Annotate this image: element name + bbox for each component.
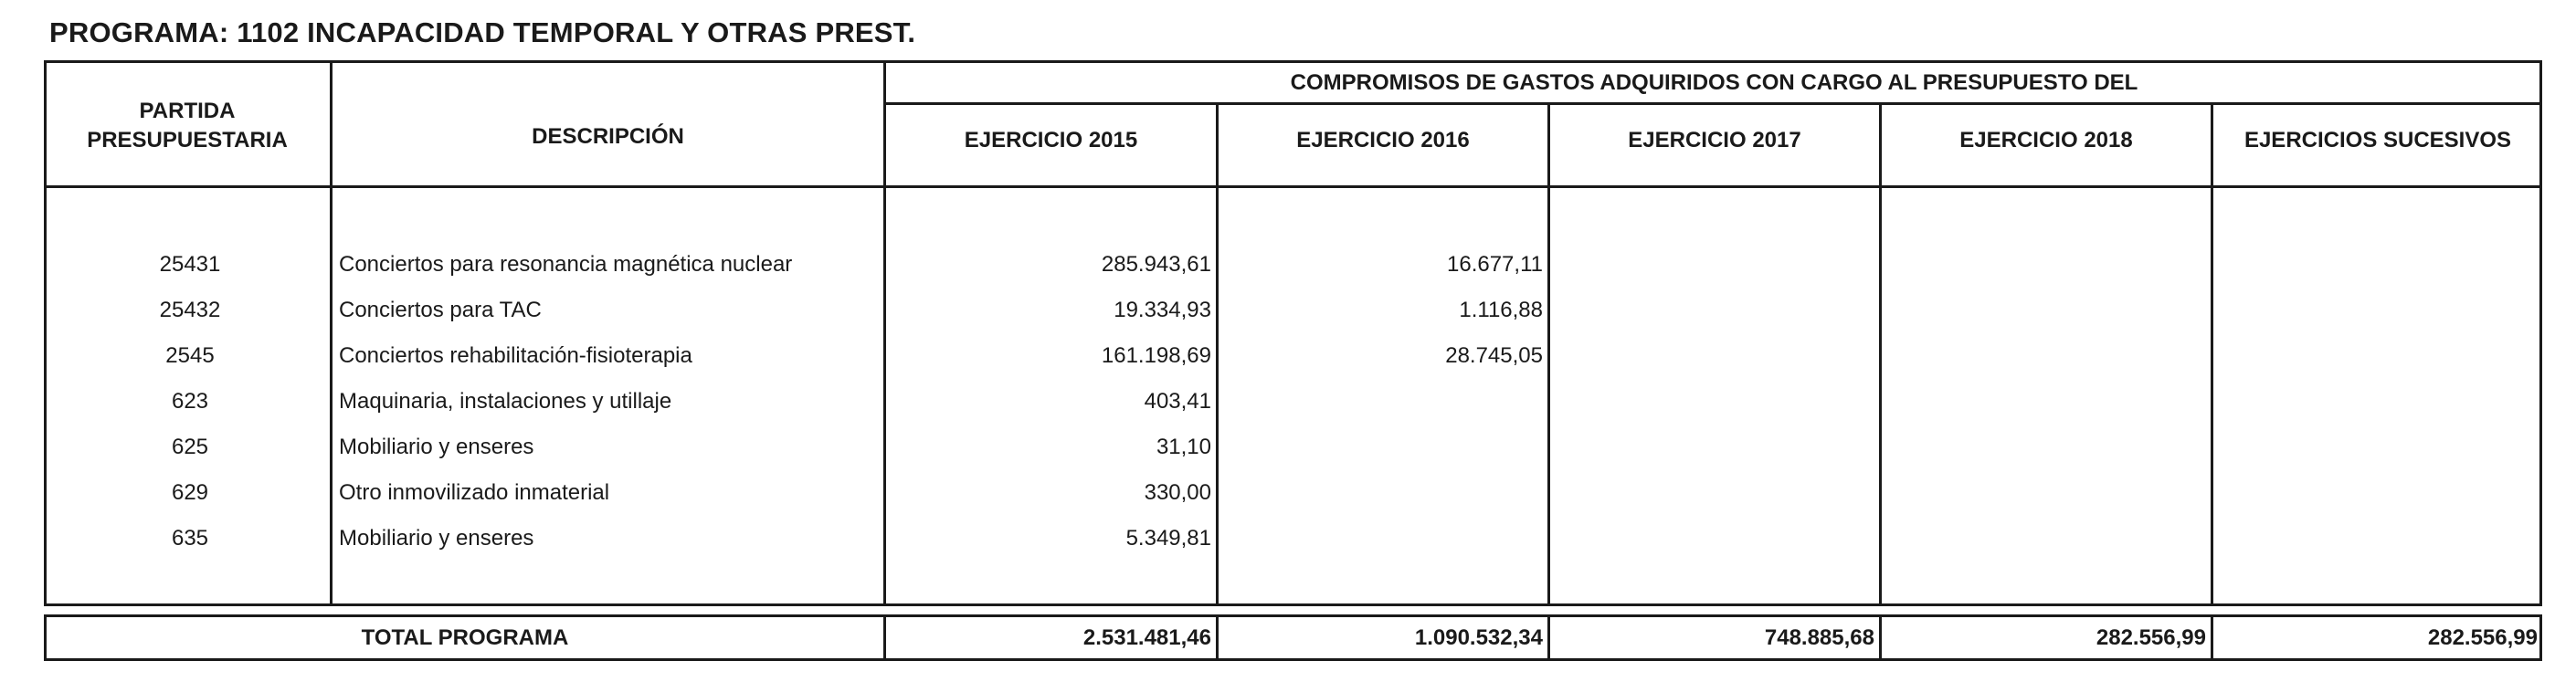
partida-cell: 2545 [165,343,215,368]
total-label: TOTAL PROGRAMA [361,625,569,650]
value-2015-cell: 330,00 [1144,480,1211,505]
header-year-sucesivos: EJERCICIOS SUCESIVOS [2243,128,2512,152]
col-divider [883,614,886,661]
descripcion-cell: Conciertos rehabilitación-fisioterapia [339,343,692,368]
partida-cell: 25432 [159,298,221,322]
total-2015: 2.531.481,46 [1082,625,1211,650]
col-divider [2211,102,2213,606]
value-2016-cell: 1.116,88 [1459,298,1543,322]
descripcion-cell: Otro inmovilizado inmaterial [339,480,610,505]
partida-cell: 25431 [159,252,221,277]
row-divider [883,102,2542,105]
descripcion-cell: Maquinaria, instalaciones y utillaje [339,389,672,414]
header-descripcion: DESCRIPCIÓN [532,124,684,149]
col-divider [1216,102,1219,606]
header-group: COMPROMISOS DE GASTOS ADQUIRIDOS CON CARGO AL PRESUPUESTO DEL [1290,70,2138,95]
total-2018: 282.556,99 [2096,625,2206,650]
partida-cell: 625 [171,435,209,459]
descripcion-cell: Mobiliario y enseres [339,526,534,551]
partida-cell: 635 [171,526,209,551]
value-2016-cell [1246,383,1543,420]
value-2015-cell: 31,10 [1156,435,1211,459]
header-year-2017: EJERCICIO 2017 [1628,128,1801,152]
col-divider [1879,102,1882,606]
value-2015-cell: 5.349,81 [1125,526,1211,551]
col-divider [1547,614,1550,661]
value-2015-cell: 403,41 [1144,389,1211,414]
value-2016-cell [1246,475,1543,511]
col-divider [1216,614,1219,661]
descripcion-cell: Conciertos para TAC [339,298,542,322]
col-divider [1547,102,1550,606]
partida-cell: 629 [171,480,209,505]
total-2017: 748.885,68 [1764,625,1874,650]
header-year-2015: EJERCICIO 2015 [964,128,1138,152]
total-sucesivos: 282.556,99 [2427,625,2538,650]
value-2016-cell [1246,429,1543,466]
value-2016-cell: 16.677,11 [1447,252,1543,277]
col-divider [1879,614,1882,661]
value-2016-cell: 28.745,05 [1445,343,1543,368]
header-year-2018: EJERCICIO 2018 [1959,128,2133,152]
partida-cell: 623 [171,389,209,414]
value-2015-cell: 19.334,93 [1114,298,1211,322]
page-title: PROGRAMA: 1102 INCAPACIDAD TEMPORAL Y OTRAS PREST. [49,16,916,48]
row-divider [44,185,2542,188]
value-2016-cell [1246,520,1543,557]
col-divider [2211,614,2213,661]
value-2015-cell: 161.198,69 [1101,343,1211,368]
total-2016: 1.090.532,34 [1414,625,1543,650]
descripcion-cell: Conciertos para resonancia magnética nuclear [339,252,793,277]
header-partida: PARTIDA PRESUPUESTARIA [87,99,288,152]
value-2015-cell: 285.943,61 [1101,252,1211,277]
header-year-2016: EJERCICIO 2016 [1296,128,1470,152]
descripcion-cell: Mobiliario y enseres [339,435,534,459]
